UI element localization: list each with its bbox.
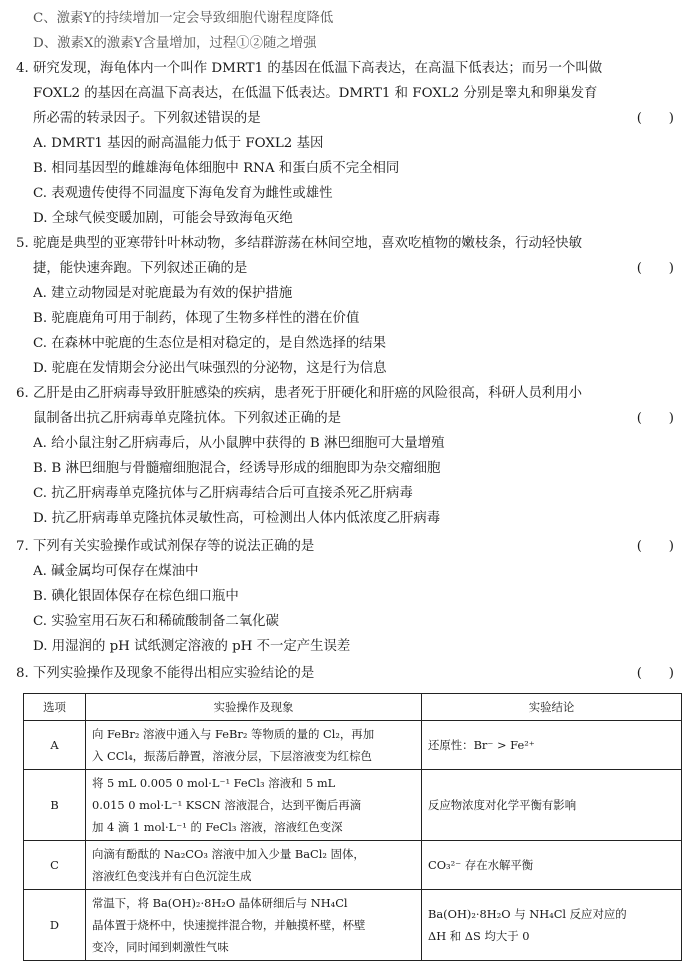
operation-line: 向滴有酚酞的 Na₂CO₃ 溶液中加入少量 BaCl₂ 固体，: [92, 847, 365, 861]
q5-stem-text: 捷，能快速奔跑。下列叙述正确的是: [33, 261, 248, 276]
operation-line: 向 FeBr₂ 溶液中通入与 FeBr₂ 等物质的量的 Cl₂，再加: [92, 727, 375, 741]
q6-option-a: A. 给小鼠注射乙肝病毒后，从小鼠脾中获得的 B 淋巴细胞可大量增殖: [33, 436, 445, 451]
table-row: [24, 770, 682, 841]
q7-option-b: B. 碘化银固体保存在棕色细口瓶中: [33, 589, 239, 604]
operation-line: 晶体置于烧杯中，快速搅拌混合物，并触摸杯壁，杯壁: [92, 918, 366, 932]
q7-stem: [16, 535, 684, 559]
row-operation: [86, 890, 422, 961]
answer-paren: ( ): [636, 261, 674, 276]
q6-option-c: C. 抗乙肝病毒单克隆抗体与乙肝病毒结合后可直接杀死乙肝病毒: [33, 486, 413, 501]
row-operation: [86, 770, 422, 841]
q7-option-d: D. 用湿润的 pH 试纸测定溶液的 pH 不一定产生误差: [33, 639, 351, 654]
q4-option-b: B. 相同基因型的雌雄海龟体细胞中 RNA 和蛋白质不完全相同: [33, 161, 400, 176]
conclusion-line: CO₃²⁻ 存在水解平衡: [428, 858, 534, 872]
conclusion-line: 反应物浓度对化学平衡有影响: [428, 798, 577, 812]
q6-option-b: B. B 淋巴细胞与骨髓瘤细胞混合，经诱导形成的细胞即为杂交瘤细胞: [33, 461, 441, 476]
answer-paren: ( ): [636, 111, 674, 126]
row-option: C: [24, 841, 86, 890]
q5-stem-line-2: [33, 257, 684, 281]
row-conclusion: [422, 841, 682, 890]
q7-option-a: A. 碱金属均可保存在煤油中: [33, 564, 199, 579]
header-operation: 实验操作及现象: [86, 694, 422, 721]
row-conclusion: [422, 770, 682, 841]
table-row: [24, 841, 682, 890]
q4-stem-line-3: [33, 107, 684, 131]
q5-option-a: A. 建立动物园是对驼鹿最为有效的保护措施: [33, 286, 293, 301]
answer-paren: ( ): [636, 411, 674, 426]
q4-stem-line-2: FOXL2 的基因在高温下高表达，在低温下低表达。DMRT1 和 FOXL2 分别是睾丸和卵巢发育: [33, 86, 598, 101]
operation-line: 加 4 滴 1 mol·L⁻¹ 的 FeCl₃ 溶液，溶液红色变深: [92, 820, 343, 834]
q5-option-d: D. 驼鹿在发情期会分泌出气味强烈的分泌物，这是行为信息: [33, 361, 387, 376]
q6-stem-line-1: 6. 乙肝是由乙肝病毒导致肝脏感染的疾病，患者死于肝硬化和肝癌的风险很高，科研人员利用小: [16, 386, 583, 401]
conclusion-line: ΔH 和 ΔS 均大于 0: [428, 929, 530, 943]
q5-option-b: B. 驼鹿鹿角可用于制药，体现了生物多样性的潜在价值: [33, 311, 360, 326]
conclusion-line: Ba(OH)₂·8H₂O 与 NH₄Cl 反应对应的: [428, 907, 627, 921]
q8-stem-text: 8. 下列实验操作及现象不能得出相应实验结论的是: [16, 666, 315, 681]
q6-option-d: D. 抗乙肝病毒单克隆抗体灵敏性高，可检测出人体内低浓度乙肝病毒: [33, 511, 441, 526]
row-conclusion: [422, 721, 682, 770]
header-option: 选项: [24, 694, 86, 721]
q7-option-c: C. 实验室用石灰石和稀硫酸制备二氧化碳: [33, 614, 279, 629]
q4-stem-line-1: 4. 研究发现，海龟体内一个叫作 DMRT1 的基因在低温下高表达，在高温下低表达；而另一个叫做: [16, 61, 603, 76]
operation-line: 0.015 0 mol·L⁻¹ KSCN 溶液混合，达到平衡后再滴: [92, 798, 362, 812]
q4-option-d: D. 全球气候变暖加剧，可能会导致海龟灭绝: [33, 211, 293, 226]
table-row: [24, 721, 682, 770]
conclusion-line: 还原性：Br⁻ > Fe²⁺: [428, 738, 535, 752]
answer-paren: ( ): [636, 666, 674, 681]
row-conclusion: [422, 890, 682, 961]
fragment-option-c: C、激素Y的持续增加一定会导致细胞代谢程度降低: [33, 11, 334, 26]
q4-option-a: A. DMRT1 基因的耐高温能力低于 FOXL2 基因: [33, 136, 324, 151]
row-operation: [86, 721, 422, 770]
q5-option-c: C. 在森林中驼鹿的生态位是相对稳定的，是自然选择的结果: [33, 336, 387, 351]
operation-line: 入 CCl₄，振荡后静置，溶液分层，下层溶液变为红棕色: [92, 749, 372, 763]
q8-stem: [16, 662, 684, 686]
operation-line: 变冷，同时闻到刺激性气味: [92, 940, 229, 954]
q7-stem-text: 7. 下列有关实验操作或试剂保存等的说法正确的是: [16, 539, 315, 554]
operation-line: 溶液红色变浅并有白色沉淀生成: [92, 869, 252, 883]
row-option: A: [24, 721, 86, 770]
q6-stem-text: 鼠制备出抗乙肝病毒单克隆抗体。下列叙述正确的是: [33, 411, 341, 426]
table-row: [24, 890, 682, 961]
q5-stem-line-1: 5. 驼鹿是典型的亚寒带针叶林动物，多结群游荡在林间空地，喜欢吃植物的嫩枝条，行动轻快敏: [16, 236, 583, 251]
experiment-table: [23, 693, 682, 961]
answer-paren: ( ): [636, 539, 674, 554]
table-header-row: [24, 694, 682, 721]
q6-stem-line-2: [33, 407, 684, 431]
q4-option-c: C. 表观遗传使得不同温度下海龟发育为雌性或雄性: [33, 186, 333, 201]
row-option: B: [24, 770, 86, 841]
operation-line: 将 5 mL 0.005 0 mol·L⁻¹ FeCl₃ 溶液和 5 mL: [92, 776, 336, 790]
row-option: D: [24, 890, 86, 961]
header-conclusion: 实验结论: [422, 694, 682, 721]
operation-line: 常温下，将 Ba(OH)₂·8H₂O 晶体研细后与 NH₄Cl: [92, 896, 348, 910]
row-operation: [86, 841, 422, 890]
q4-stem-text: 所必需的转录因子。下列叙述错误的是: [33, 111, 261, 126]
fragment-option-d: D、激素X的激素Y含量增加，过程①②随之增强: [33, 36, 317, 51]
